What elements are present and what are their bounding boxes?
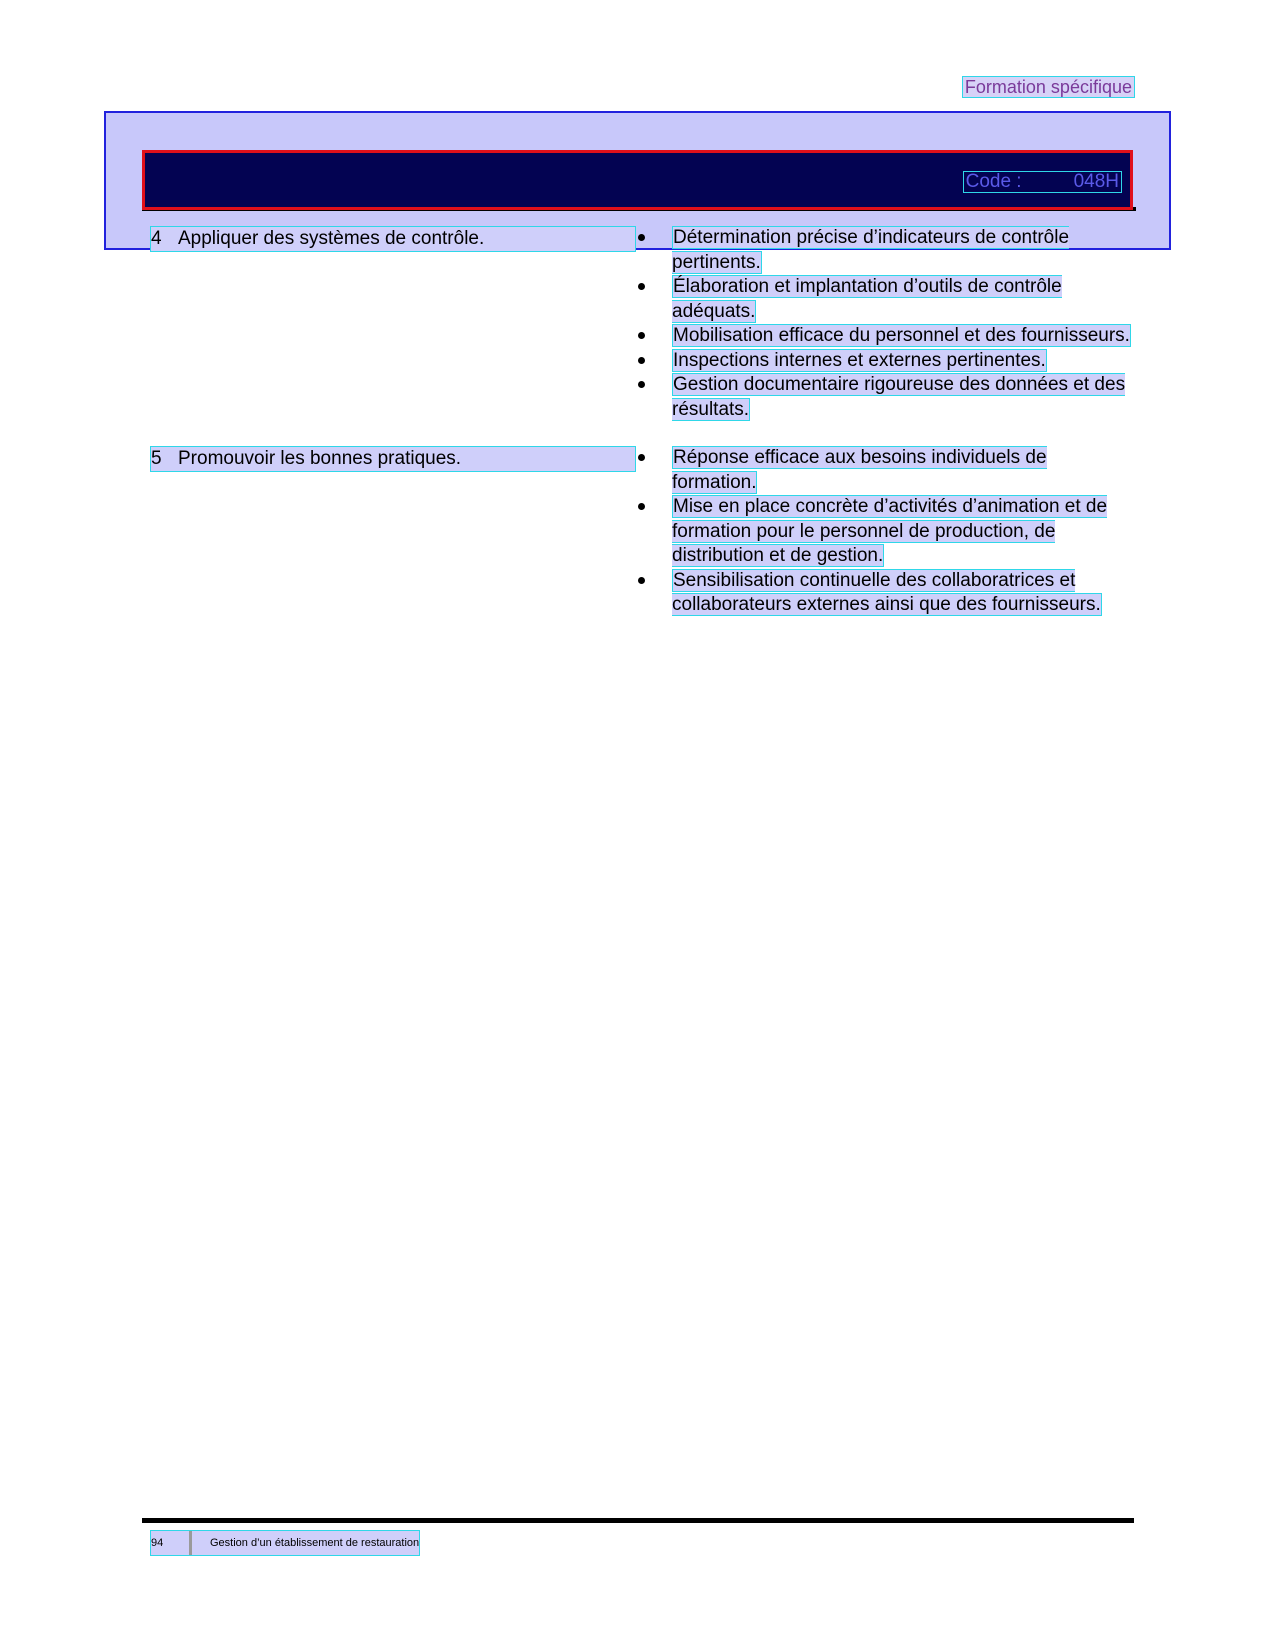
program-title: Gestion d’un établissement de restauration	[210, 1537, 420, 1549]
bullet-icon	[636, 275, 672, 324]
footer-rule	[142, 1518, 1134, 1523]
header-bar	[142, 150, 1133, 210]
element-row	[150, 226, 1135, 422]
bullet-icon	[636, 495, 672, 569]
element-number: 4	[151, 228, 162, 249]
code-label: Code :	[965, 171, 1022, 192]
criteria-item	[636, 569, 1135, 618]
criteria-text: Réponse efficace aux besoins individuels de formation.	[672, 447, 1047, 493]
criteria-text: Mobilisation efficace du personnel et des fournisseurs.	[673, 325, 1130, 346]
criteria-list	[636, 226, 1135, 422]
criteria-item	[636, 373, 1135, 422]
element-number: 5	[151, 448, 162, 469]
criteria-item	[636, 324, 1135, 349]
element-item	[150, 226, 636, 252]
criteria-list	[636, 446, 1135, 618]
page-number: 94	[151, 1537, 164, 1549]
element-column	[150, 446, 636, 618]
criteria-item	[636, 495, 1135, 569]
bullet-icon	[636, 324, 672, 349]
element-title: Appliquer des systèmes de contrôle.	[178, 228, 485, 249]
bullet-icon	[636, 349, 672, 374]
competency-code	[963, 171, 1122, 193]
criteria-text: Détermination précise d’indicateurs de contrôle pertinents.	[672, 227, 1070, 273]
criteria-text: Inspections internes et externes pertinentes.	[673, 349, 1046, 371]
competency-table	[150, 226, 1135, 642]
criteria-item	[636, 349, 1135, 374]
page-footer	[150, 1530, 420, 1556]
element-title: Promouvoir les bonnes pratiques.	[178, 448, 462, 469]
section-title: Formation spécifique	[962, 76, 1135, 98]
element-row	[150, 446, 1135, 618]
code-value: 048H	[1073, 171, 1119, 192]
criteria-text: Sensibilisation continuelle des collaboratrices et collaborateurs externes ainsi que des fournisseurs.	[672, 569, 1101, 615]
criteria-text: Mise en place concrète d’activités d’animation et de formation pour le personnel de production, de distribution et de gestion.	[672, 496, 1108, 566]
element-column	[150, 226, 636, 422]
criteria-item	[636, 226, 1135, 275]
bullet-icon	[636, 373, 672, 422]
bullet-icon	[636, 446, 672, 495]
element-item	[150, 446, 636, 472]
criteria-text: Élaboration et implantation d’outils de contrôle adéquats.	[672, 276, 1062, 322]
criteria-item	[636, 446, 1135, 495]
bullet-icon	[636, 569, 672, 618]
criteria-item	[636, 275, 1135, 324]
criteria-text: Gestion documentaire rigoureuse des données et des résultats.	[672, 374, 1126, 420]
bullet-icon	[636, 226, 672, 275]
footer-divider	[189, 1531, 192, 1555]
